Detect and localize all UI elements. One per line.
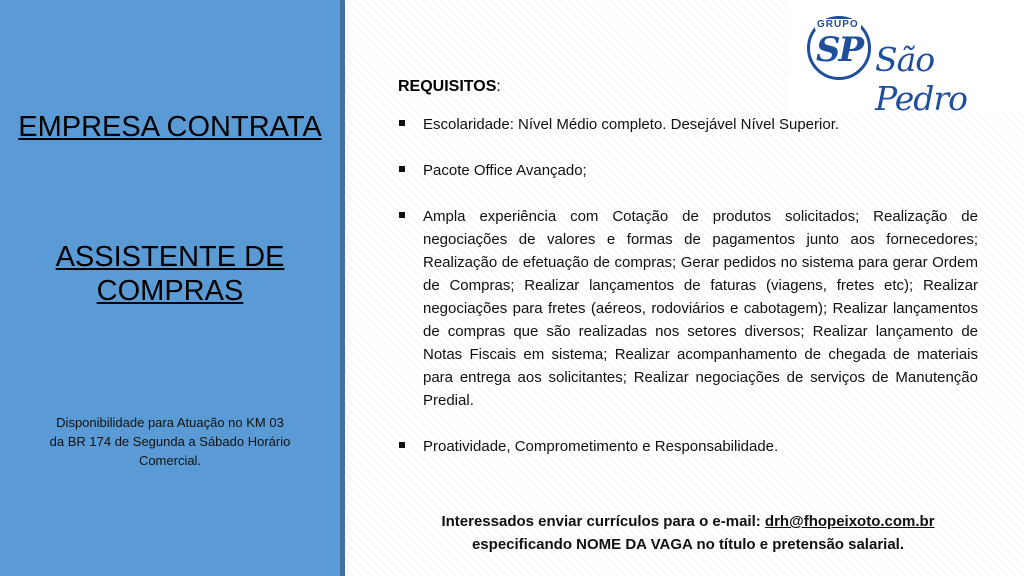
requirements-heading-text: REQUISITOS	[398, 78, 497, 95]
requirement-text: Proatividade, Comprometimento e Responsabilidade.	[423, 438, 779, 455]
square-bullet-icon	[399, 166, 405, 172]
requirement-text: Pacote Office Avançado;	[423, 162, 587, 179]
company-logo	[787, 0, 1024, 118]
availability-note	[20, 413, 320, 470]
company-hiring-text: EMPRESA CONTRATA	[18, 111, 322, 143]
availability-line1: Disponibilidade para Atuação no KM 03	[56, 415, 284, 430]
availability-line2: da BR 174 de Segunda a Sábado Horário	[49, 434, 291, 449]
contact-email-link[interactable]: drh@fhopeixoto.com.br	[764, 513, 935, 530]
square-bullet-icon	[399, 442, 405, 448]
square-bullet-icon	[399, 120, 405, 126]
requirement-item	[398, 205, 978, 412]
logo-sp-mark: SP	[816, 30, 863, 70]
requirement-item	[398, 159, 978, 182]
job-title	[0, 240, 340, 308]
job-title-line1: ASSISTENTE DE	[55, 241, 285, 273]
requirement-text: Ampla experiência com Cotação de produtos solicitados; Realização de negociações de valores e formas de pagamentos junto aos fornecedores; Realização de efetuação de compras; Gerar pedidos no sistema para gerar Ordem de Compras; Realizar lançamentos de faturas (viagens, fretes etc); Realizar negociações para fretes (aéreos, rodoviários e cabotagem); Realizar lançamentos de compras que são realizadas nos setores diversos; Realizar lançamento de Notas Fiscais em sistema; Realizar acompanhamento de chegada de materiais para entrega aos solicitantes; Realizar negociações de serviços de Manutenção Predial.	[423, 208, 978, 409]
availability-line3: Comercial.	[138, 453, 202, 468]
job-title-line2: COMPRAS	[96, 275, 244, 307]
contact-instructions: especificando NOME DA VAGA no título e pretensão salarial.	[471, 536, 905, 553]
square-bullet-icon	[399, 212, 405, 218]
logo-grupo-text: GRUPO	[817, 19, 859, 30]
requirement-text: Escolaridade: Nível Médio completo. Desejável Nível Superior.	[423, 116, 840, 133]
requirements-list	[398, 113, 978, 481]
contact-info	[398, 510, 978, 556]
requirement-item	[398, 113, 978, 136]
contact-prefix: Interessados enviar currículos para o e-mail:	[441, 513, 765, 530]
requirements-heading	[398, 78, 501, 96]
logo-name-text: São Pedro	[875, 40, 968, 118]
company-hiring-title	[0, 110, 340, 144]
requirement-item	[398, 435, 978, 458]
requirements-heading-colon: :	[496, 78, 501, 95]
